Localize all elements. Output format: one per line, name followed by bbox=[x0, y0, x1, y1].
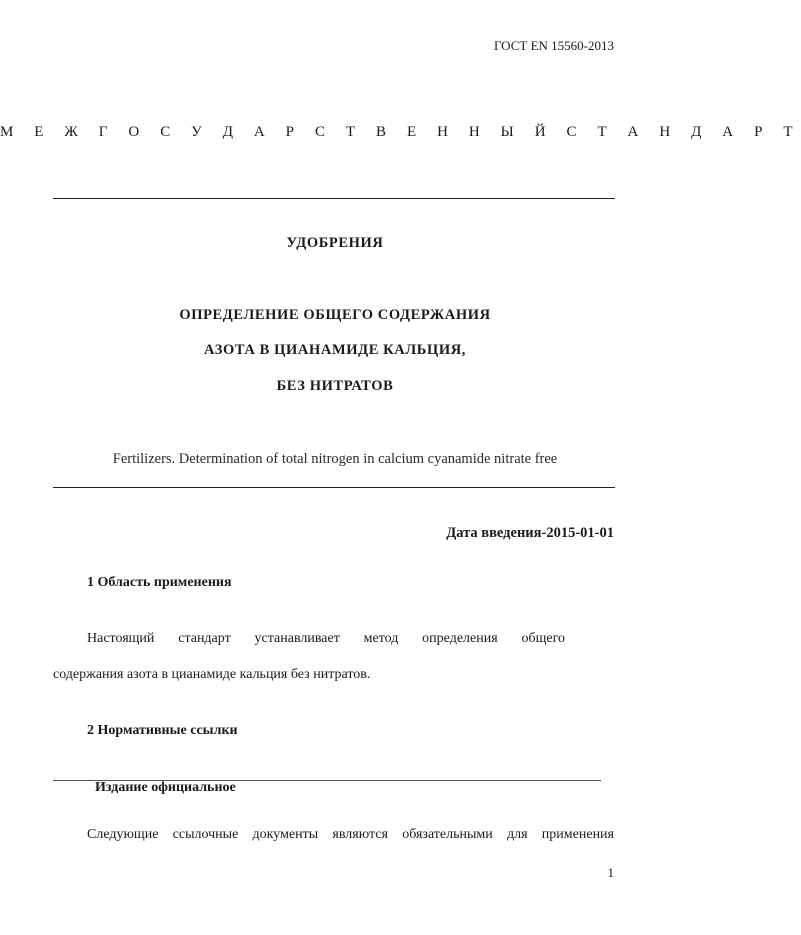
section-2-heading: 2 Нормативные ссылки bbox=[87, 723, 238, 738]
document-type: УДОБРЕНИЯ bbox=[286, 235, 384, 251]
title-line-2: АЗОТА В ЦИАНАМИДЕ КАЛЬЦИЯ, bbox=[203, 342, 467, 358]
english-title: Fertilizers. Determination of total nitrogen in calcium cyanamide nitrate free bbox=[112, 451, 558, 467]
title-line-3: БЕЗ НИТРАТОВ bbox=[276, 378, 394, 394]
standard-code: ГОСТ EN 15560-2013 bbox=[493, 38, 614, 53]
page-number: 1 bbox=[607, 865, 614, 880]
title-bottom-divider bbox=[53, 487, 615, 488]
top-divider bbox=[53, 198, 615, 199]
section-2-paragraph-line-1: Следующие ссылочные документы являются обязательными для применения bbox=[87, 827, 614, 842]
section-1-paragraph-line-2: содержания азота в цианамиде кальция без нитратов. bbox=[53, 667, 371, 682]
title-line-1: ОПРЕДЕЛЕНИЕ ОБЩЕГО СОДЕРЖАНИЯ bbox=[179, 307, 491, 323]
standard-kind-title: М Е Ж Г О С У Д А Р С Т В Е Н Н Ы Й С Т А Н Д А Р Т bbox=[0, 124, 801, 140]
section-1-paragraph-line-1: Настоящий стандарт устанавливает метод определения общего bbox=[87, 631, 565, 646]
edition-note: Издание официальное bbox=[95, 780, 236, 795]
introduction-date: Дата введения-2015-01-01 bbox=[446, 525, 614, 541]
section-1-heading: 1 Область применения bbox=[87, 575, 232, 590]
